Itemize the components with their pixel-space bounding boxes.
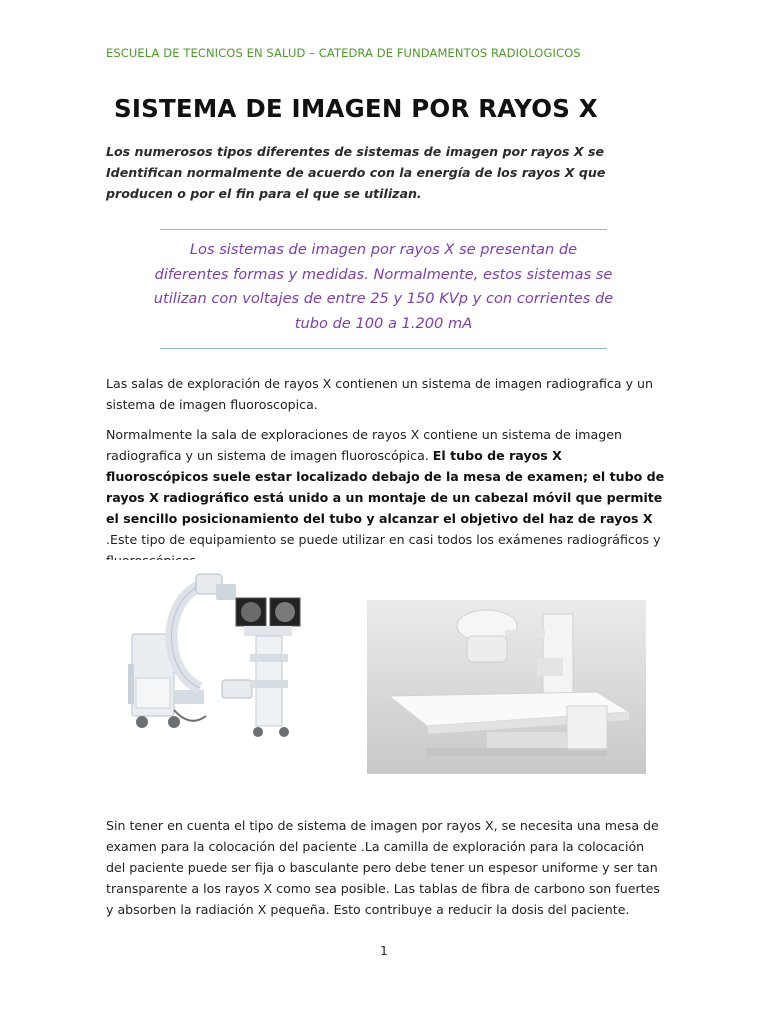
quote-top-rule bbox=[160, 229, 607, 230]
c-arm-fluoroscopy-unit-photo bbox=[104, 560, 304, 742]
body-paragraph-3: Sin tener en cuenta el tipo de sistema de imagen por rayos X, se necesita una mesa de examen para la colocación del paciente .La camilla de exploración para la colocación del paciente puede ser fija o basculante pero debe tener un espesor uniforme y ser tan transparente a los rayos X como sea posible. Las tablas de fibra de carbono son fuertes y absorben la radiación X pequeña. Esto contribuye a reducir la dosis del paciente. bbox=[106, 818, 660, 917]
highlight-quote: Los sistemas de imagen por rayos X se presentan de diferentes formas y medidas. Normalmente, estos sistemas se utilizan con voltajes de entre 25 y 150 KVp y con corrientes de tubo de 100 a 1.200 mA bbox=[153, 241, 614, 332]
quote-bottom-rule bbox=[160, 348, 607, 349]
paragraph-2-tail: .Este tipo de equipamiento se puede utilizar en casi todos los exámenes radiográficos y bbox=[106, 532, 661, 547]
page-title: SISTEMA DE IMAGEN POR RAYOS X bbox=[114, 94, 598, 123]
intro-paragraph: Los numerosos tipos diferentes de sistemas de imagen por rayos X se Identifican normalmente de acuerdo con la energía de los rayos X que producen o por el fin para el que se utilizan. bbox=[106, 144, 606, 201]
body-paragraph-2 bbox=[106, 424, 666, 571]
body-paragraph-1: Las salas de exploración de rayos X contienen un sistema de imagen radiografica y un sistema de imagen fluoroscopica. bbox=[106, 376, 653, 412]
paragraph-2-lead: Normalmente la sala de exploraciones de rayos X contiene un sistema de imagen radiografica y un sistema de imagen fluoroscópica. bbox=[106, 427, 622, 463]
page-number: 1 bbox=[380, 944, 388, 958]
paragraph-2-bold-text: El tubo de rayos X fluoroscópicos suele estar localizado debajo de la mesa de examen; el tubo de rayos X radiográfico está unido a un montaje de un cabezal móvil que permite el sencillo posicionamiento del tubo y alcanzar el objetivo del haz de rayos X bbox=[106, 448, 665, 526]
radiographic-table-system-photo bbox=[367, 600, 646, 774]
page-header: ESCUELA DE TECNICOS EN SALUD – CATEDRA DE FUNDAMENTOS RADIOLOGICOS bbox=[106, 46, 581, 60]
